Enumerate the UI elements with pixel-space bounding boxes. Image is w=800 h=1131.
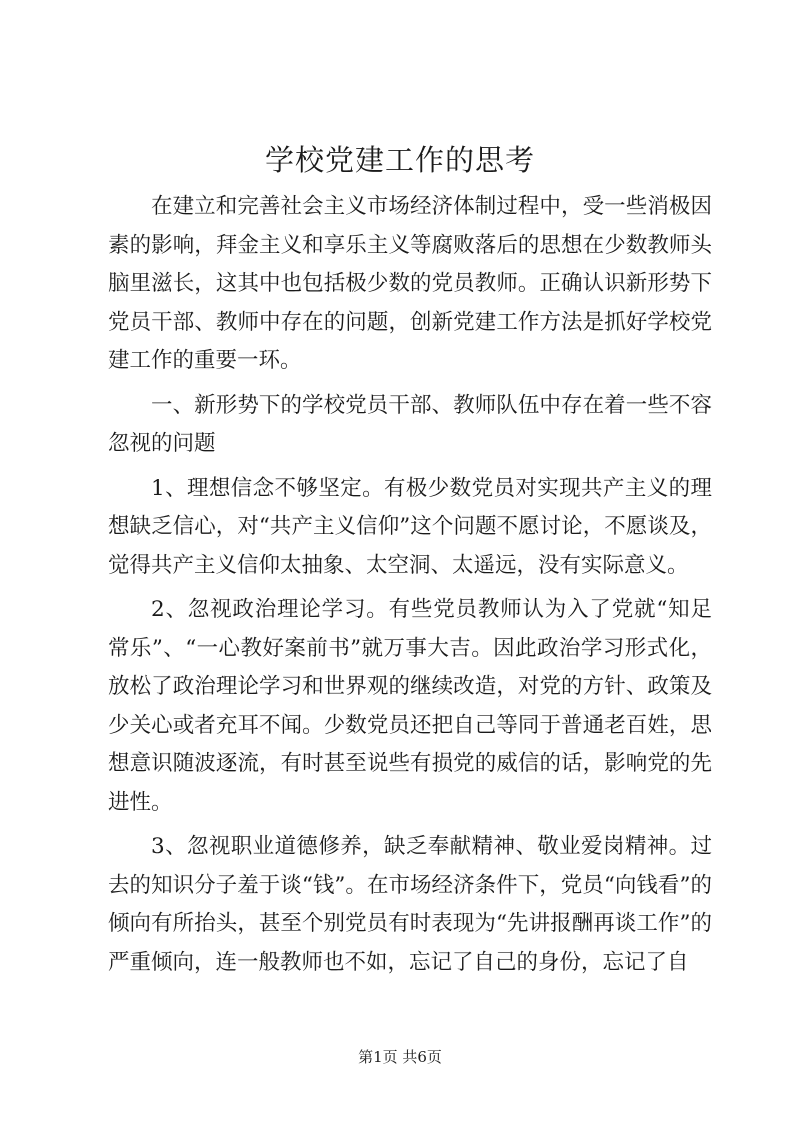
paragraph-section-heading: 一、新形势下的学校党员干部、教师队伍中存在着一些不容忽视的问题 [108,392,712,456]
page-number-footer: 第1页 共6页 [358,1048,442,1066]
paragraph-item-1: 1、理想信念不够坚定。有极少数党员对实现共产主义的理想缺乏信心，对“共产主义信仰”这个问题不愿讨论，不愿谈及，觉得共产主义信仰太抽象、太空洞、太遥远，没有实际意义。 [108,475,712,578]
document-title: 学校党建工作的思考 [264,143,535,177]
paragraph-intro: 在建立和完善社会主义市场经济体制过程中，受一些消极因素的影响，拜金主义和享乐主义等腐败落后的思想在少数教师头脑里滋长，这其中也包括极少数的党员教师。正确认识新形势下党员干部、教师中存在的问题，创新党建工作方法是抓好学校党建工作的重要一环。 [108,194,712,373]
document-body [108,188,712,988]
paragraph-item-3: 3、忽视职业道德修养，缺乏奉献精神、敬业爱岗精神。过去的知识分子羞于谈“钱”。在市场经济条件下，党员“向钱看”的倾向有所抬头，甚至个别党员有时表现为“先讲报酬再谈工作”的严重倾向，连一般教师也不如，忘记了自己的身份，忘记了自 [108,834,712,975]
paragraph-item-2: 2、忽视政治理论学习。有些党员教师认为入了党就“知足常乐”、“一心教好案前书”就万事大吉。因此政治学习形式化，放松了政治理论学习和世界观的继续改造，对党的方针、政策及少关心或者充耳不闻。少数党员还把自己等同于普通老百姓，思想意识随波逐流，有时甚至说些有损党的威信的话，影响党的先进性。 [108,597,712,815]
